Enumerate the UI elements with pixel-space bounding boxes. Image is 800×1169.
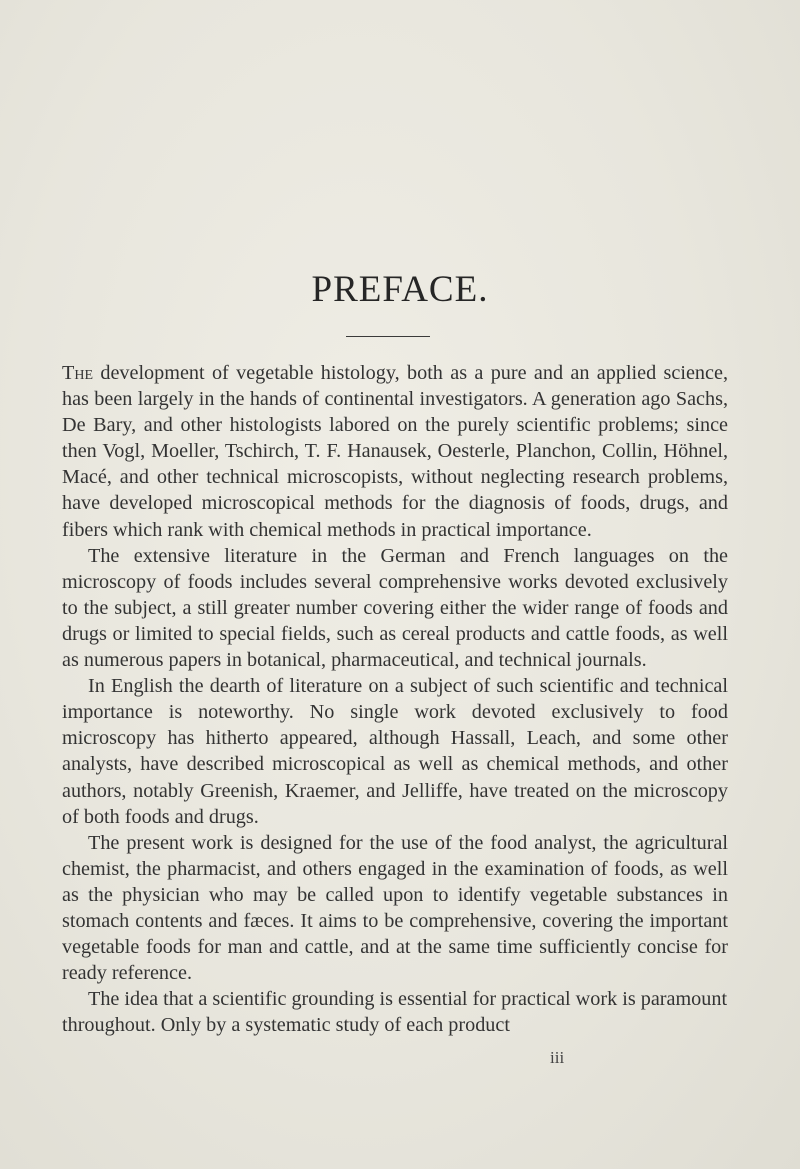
- title-rule: [346, 336, 430, 337]
- lead-word: The: [62, 362, 93, 384]
- preface-body: [62, 360, 728, 1038]
- paragraph-text: development of vegetable histology, both as a pure and an applied science, has been largely in the hands of continental investigators. A generation ago Sachs, De Bary, and other histologists labored on the purely scientific problems; since then Vogl, Moeller, Tschirch, T. F. Hanausek, Oesterle, Planchon, Collin, Höhnel, Macé, and other technical microscopists, without neglecting research problems, have developed microscopical methods for the diagnosis of foods, drugs, and fibers which rank with chemical methods in practical importance.: [62, 362, 728, 541]
- paragraph-5: The idea that a scientific grounding is essential for practical work is paramount throughout. Only by a systematic study of each product: [62, 988, 728, 1037]
- paragraph-4: The present work is designed for the use of the food analyst, the agricultural chemist, the pharmacist, and others engaged in the examination of foods, as well as the physician who may be called upon to identify vegetable substances in stomach contents and fæces. It aims to be comprehensive, covering the important vegetable foods for man and cattle, and at the same time sufficiently concise for ready reference.: [62, 831, 728, 985]
- paragraph-1: [62, 360, 728, 543]
- page-title: PREFACE.: [311, 269, 489, 310]
- paragraph-2: The extensive literature in the German and French languages on the microscopy of foods includes several comprehensive works devoted exclusively to the subject, a still greater number covering either the wider range of foods and drugs or limited to special fields, such as cereal products and cattle foods, as well as numerous papers in botanical, pharmaceutical, and technical journals.: [62, 544, 728, 672]
- page-number: iii: [550, 1048, 565, 1067]
- paragraph-3: In English the dearth of literature on a subject of such scientific and technical importance is noteworthy. No single work devoted exclusively to food microscopy has hitherto appeared, although Hassall, Leach, and some other analysts, have described microscopical as well as chemical methods, and other authors, notably Greenish, Kraemer, and Jelliffe, have treated on the microscopy of both foods and drugs.: [62, 675, 728, 828]
